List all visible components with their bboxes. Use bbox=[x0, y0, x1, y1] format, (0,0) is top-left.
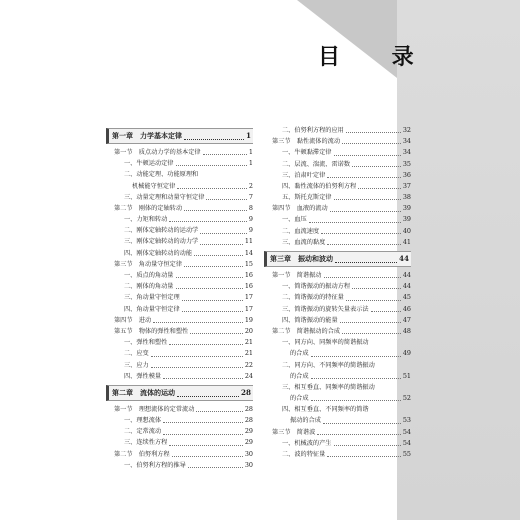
toc-page-number: 55 bbox=[402, 450, 411, 459]
toc-leader-dots bbox=[334, 199, 401, 200]
toc-page-number: 29 bbox=[244, 438, 253, 447]
toc-entry-label: 二、层流、湍流、雷诺数 bbox=[282, 160, 351, 168]
toc-leader-dots bbox=[200, 233, 247, 234]
toc-page-number: 1 bbox=[248, 159, 253, 168]
toc-page-number: 41 bbox=[402, 237, 411, 246]
toc-entry-item[interactable] bbox=[106, 192, 253, 203]
toc-entry-label: 一、血压 bbox=[282, 216, 307, 224]
toc-page-number: 28 bbox=[244, 416, 253, 425]
toc-entry-label: 的合成 bbox=[290, 395, 309, 403]
toc-page-number: 44 bbox=[402, 282, 411, 291]
toc-entry-cont[interactable] bbox=[264, 416, 411, 427]
toc-page-number: 17 bbox=[244, 304, 253, 313]
toc-leader-dots bbox=[311, 378, 401, 379]
toc-page-number: 52 bbox=[402, 394, 411, 403]
toc-entry-cont[interactable] bbox=[264, 371, 411, 382]
toc-page-number: 1 bbox=[245, 131, 251, 140]
toc-page-number: 7 bbox=[248, 192, 253, 201]
toc-entry-item[interactable] bbox=[264, 382, 411, 393]
toc-entry-label: 二、简谐振动的特征量 bbox=[282, 294, 344, 302]
toc-entry-label: 一、牛顿运动定律 bbox=[124, 160, 174, 168]
toc-leader-dots bbox=[334, 445, 401, 446]
toc-leader-dots bbox=[153, 322, 243, 323]
toc-entry-label: 一、伯努利方程的推导 bbox=[124, 461, 186, 469]
toc-entry-label: 三、动量定理和动量守恒定律 bbox=[124, 193, 205, 201]
toc-entry-label: 一、质点的角动量 bbox=[124, 272, 174, 280]
toc-page-number: 16 bbox=[244, 282, 253, 291]
toc-entry-label: 四、简谐振动的能量 bbox=[282, 316, 338, 324]
toc-leader-dots bbox=[200, 244, 243, 245]
toc-entry-item[interactable] bbox=[264, 170, 411, 181]
toc-leader-dots bbox=[206, 199, 246, 200]
toc-page-number: 15 bbox=[244, 259, 253, 268]
toc-page-number: 36 bbox=[402, 170, 411, 179]
toc-entry-item[interactable] bbox=[264, 438, 411, 449]
toc-leader-dots bbox=[342, 143, 401, 144]
toc-entry-label: 三、简谐振动的旋转矢量表示法 bbox=[282, 305, 369, 313]
toc-leader-dots bbox=[352, 166, 401, 167]
toc-entry-label: 的合成 bbox=[290, 372, 309, 380]
toc-entry-section[interactable] bbox=[264, 203, 411, 214]
toc-page-number: 30 bbox=[244, 449, 253, 458]
toc-page-number: 28 bbox=[240, 387, 251, 397]
toc-entry-label: 一、同方向、同频率的简谐振动 bbox=[282, 339, 369, 347]
toc-leader-dots bbox=[371, 311, 401, 312]
side-decor-strip bbox=[397, 0, 520, 520]
toc-entry-label: 第三节 简谐波 bbox=[272, 428, 316, 436]
toc-entry-label: 四、角动量守恒定律 bbox=[124, 305, 180, 313]
toc-entry-section[interactable] bbox=[106, 147, 253, 158]
toc-entry-section[interactable] bbox=[106, 326, 253, 337]
toc-page-number: 21 bbox=[244, 338, 253, 347]
toc-leader-dots bbox=[311, 356, 401, 357]
toc-page-number: 29 bbox=[244, 427, 253, 436]
toc-page-number: 14 bbox=[244, 248, 253, 257]
toc-leader-dots bbox=[317, 434, 401, 435]
toc-entry-label: 一、力矩和转动 bbox=[124, 216, 168, 224]
toc-page-number: 30 bbox=[244, 460, 253, 469]
toc-leader-dots bbox=[327, 456, 401, 457]
toc-entry-item[interactable] bbox=[264, 181, 411, 192]
toc-entry-item[interactable] bbox=[264, 449, 411, 460]
toc-entry-label: 第三节 角动量守恒定律 bbox=[114, 260, 183, 268]
toc-entry-item[interactable] bbox=[106, 292, 253, 303]
toc-entry-cont[interactable] bbox=[264, 348, 411, 359]
toc-leader-dots bbox=[163, 378, 243, 379]
toc-leader-dots bbox=[169, 445, 243, 446]
toc-leader-dots bbox=[176, 165, 247, 166]
toc-entry-label: 第三节 黏性流体的流动 bbox=[272, 138, 341, 146]
toc-leader-dots bbox=[176, 288, 243, 289]
toc-entry-label: 第二节 刚体的定轴转动 bbox=[114, 204, 183, 212]
toc-entry-label: 第四节 血液的流动 bbox=[272, 205, 328, 213]
toc-page-number: 39 bbox=[402, 204, 411, 213]
toc-entry-item[interactable] bbox=[106, 281, 253, 292]
toc-entry-section[interactable] bbox=[264, 136, 411, 147]
toc-entry-label: 第一节 质点动力学的基本定律 bbox=[114, 148, 201, 156]
toc-leader-dots bbox=[342, 333, 401, 334]
toc-page-number: 28 bbox=[244, 404, 253, 413]
toc-entry-item[interactable] bbox=[106, 415, 253, 426]
toc-entry-label: 第一节 理想流体的定常流动 bbox=[114, 405, 195, 413]
toc-entry-item[interactable] bbox=[264, 125, 411, 136]
toc-entry-label: 第一章 力学基本定律 bbox=[112, 132, 182, 140]
toc-entry-item[interactable] bbox=[264, 337, 411, 348]
toc-page-number: 11 bbox=[244, 237, 253, 246]
toc-entry-label: 三、连续性方程 bbox=[124, 439, 168, 447]
toc-page-number: 47 bbox=[402, 315, 411, 324]
toc-entry-label: 二、波的特征量 bbox=[282, 451, 326, 459]
toc-entry-label: 振动的合成 bbox=[290, 417, 321, 425]
toc-page-number: 46 bbox=[402, 304, 411, 313]
toc-entry-cont[interactable] bbox=[106, 181, 253, 192]
toc-entry-item[interactable] bbox=[264, 360, 411, 371]
toc-leader-dots bbox=[184, 139, 244, 140]
toc-page-number: 19 bbox=[244, 315, 253, 324]
toc-leader-dots bbox=[196, 411, 242, 412]
toc-leader-dots bbox=[194, 255, 243, 256]
toc-entry-item[interactable] bbox=[264, 281, 411, 292]
toc-entry-label: 二、定常流动 bbox=[124, 428, 162, 436]
toc-column-right bbox=[264, 125, 411, 460]
toc-entry-item[interactable] bbox=[106, 225, 253, 236]
toc-entry-label: 三、相互垂直、同频率的简谐振动 bbox=[282, 383, 375, 391]
toc-leader-dots bbox=[190, 333, 243, 334]
toc-leader-dots bbox=[203, 154, 247, 155]
toc-entry-section[interactable] bbox=[106, 259, 253, 270]
toc-leader-dots bbox=[172, 456, 243, 457]
toc-leader-dots bbox=[188, 467, 243, 468]
toc-page-number: 17 bbox=[244, 293, 253, 302]
toc-entry-label: 第二节 伯努利方程 bbox=[114, 450, 170, 458]
toc-entry-label: 第一节 简谐振动 bbox=[272, 272, 322, 280]
toc-entry-label: 二、血流速度 bbox=[282, 227, 320, 235]
toc-entry-item[interactable] bbox=[106, 237, 253, 248]
toc-leader-dots bbox=[182, 311, 243, 312]
toc-entry-item[interactable] bbox=[106, 248, 253, 259]
toc-leader-dots bbox=[324, 277, 401, 278]
toc-entry-item[interactable] bbox=[264, 304, 411, 315]
toc-leader-dots bbox=[346, 300, 401, 301]
toc-page-number: 22 bbox=[244, 360, 253, 369]
toc-page-number: 24 bbox=[244, 371, 253, 380]
toc-entry-item[interactable] bbox=[106, 371, 253, 382]
toc-page-number: 32 bbox=[402, 125, 411, 134]
toc-entry-item[interactable] bbox=[106, 460, 253, 471]
toc-entry-label: 的合成 bbox=[290, 350, 309, 358]
toc-page-number: 54 bbox=[402, 427, 411, 436]
toc-entry-label: 三、刚体定轴转动的动力学 bbox=[124, 238, 199, 246]
toc-column-left bbox=[106, 125, 253, 471]
toc-leader-dots bbox=[169, 221, 247, 222]
toc-entry-label: 第四节 进动 bbox=[114, 316, 152, 324]
toc-entry-label: 三、泊肃叶定律 bbox=[282, 171, 326, 179]
toc-entry-item[interactable] bbox=[264, 215, 411, 226]
toc-entry-item[interactable] bbox=[106, 337, 253, 348]
toc-entry-label: 一、机械波的产生 bbox=[282, 439, 332, 447]
toc-page-number: 34 bbox=[402, 137, 411, 146]
page-title: 目 录 bbox=[318, 45, 436, 70]
toc-page-number: 49 bbox=[402, 349, 411, 358]
toc-page-number: 38 bbox=[402, 193, 411, 202]
toc-entry-label: 四、黏性流体的伯努利方程 bbox=[282, 182, 357, 190]
toc-page-number: 20 bbox=[244, 326, 253, 335]
toc-entry-cont[interactable] bbox=[264, 393, 411, 404]
toc-entry-item[interactable] bbox=[264, 226, 411, 237]
toc-entry-section[interactable] bbox=[264, 270, 411, 281]
toc-entry-label: 二、动能定理、功能原理和 bbox=[124, 171, 199, 179]
toc-leader-dots bbox=[177, 396, 239, 397]
toc-entry-item[interactable] bbox=[106, 158, 253, 169]
toc-leader-dots bbox=[335, 262, 397, 263]
toc-entry-item[interactable] bbox=[264, 292, 411, 303]
toc-entry-label: 第二节 简谐振动的合成 bbox=[272, 327, 341, 335]
toc-leader-dots bbox=[327, 244, 401, 245]
toc-entry-item[interactable] bbox=[106, 360, 253, 371]
toc-entry-label: 一、简谐振动的振动方程 bbox=[282, 283, 351, 291]
toc-leader-dots bbox=[358, 188, 401, 189]
toc-entry-label: 一、理想流体 bbox=[124, 417, 162, 425]
toc-entry-item[interactable] bbox=[264, 404, 411, 415]
toc-page-number: 37 bbox=[402, 181, 411, 190]
toc-page-number: 16 bbox=[244, 271, 253, 280]
toc-entry-label: 三、应力 bbox=[124, 361, 149, 369]
toc-page-number: 35 bbox=[402, 159, 411, 168]
toc-entry-item[interactable] bbox=[106, 214, 253, 225]
toc-page-number: 1 bbox=[248, 147, 253, 156]
toc-page-number: 53 bbox=[402, 416, 411, 425]
toc-entry-label: 五、斯托克斯定律 bbox=[282, 194, 332, 202]
toc-leader-dots bbox=[163, 434, 243, 435]
toc-entry-label: 三、角动量守恒定理 bbox=[124, 294, 180, 302]
toc-entry-label: 二、同方向、不同频率的简谐振动 bbox=[282, 361, 375, 369]
toc-entry-section[interactable] bbox=[106, 315, 253, 326]
toc-entry-label: 第三章 振动和波动 bbox=[270, 255, 333, 264]
toc-leader-dots bbox=[182, 300, 243, 301]
toc-entry-item[interactable] bbox=[106, 304, 253, 315]
toc-leader-dots bbox=[177, 188, 247, 189]
toc-entry-item[interactable] bbox=[106, 348, 253, 359]
toc-page-number: 9 bbox=[248, 226, 253, 235]
toc-leader-dots bbox=[311, 400, 401, 401]
toc-leader-dots bbox=[184, 266, 243, 267]
toc-entry-label: 一、弹性和塑性 bbox=[124, 339, 168, 347]
toc-entry-label: 第五节 物体的弹性和塑性 bbox=[114, 327, 189, 335]
toc-page-number: 54 bbox=[402, 438, 411, 447]
toc-entry-item[interactable] bbox=[264, 159, 411, 170]
toc-leader-dots bbox=[184, 210, 247, 211]
toc-page-number: 40 bbox=[402, 226, 411, 235]
toc-page-number: 2 bbox=[248, 181, 253, 190]
toc-entry-label: 四、相互垂直、不同频率的简谐 bbox=[282, 406, 369, 414]
toc-page-number: 9 bbox=[248, 215, 253, 224]
toc-entry-label: 二、刚体的角动量 bbox=[124, 283, 174, 291]
toc-leader-dots bbox=[346, 132, 401, 133]
toc-entry-item[interactable] bbox=[106, 438, 253, 449]
toc-page-number: 39 bbox=[402, 215, 411, 224]
toc-page-number: 21 bbox=[244, 349, 253, 358]
toc-entry-section[interactable] bbox=[106, 449, 253, 460]
toc-entry-section[interactable] bbox=[106, 404, 253, 415]
toc-page-number: 34 bbox=[402, 148, 411, 157]
toc-leader-dots bbox=[163, 422, 243, 423]
toc-entry-label: 三、血流的黏度 bbox=[282, 238, 326, 246]
toc-entry-item[interactable] bbox=[106, 426, 253, 437]
toc-entry-chapter[interactable] bbox=[264, 251, 411, 267]
toc-entry-item[interactable] bbox=[106, 270, 253, 281]
toc-page-number: 48 bbox=[402, 326, 411, 335]
toc-page-number: 45 bbox=[402, 293, 411, 302]
toc-entry-item[interactable] bbox=[264, 147, 411, 158]
toc-leader-dots bbox=[169, 344, 243, 345]
toc-leader-dots bbox=[334, 155, 401, 156]
toc-entry-section[interactable] bbox=[264, 427, 411, 438]
toc-entry-label: 四、弹性模量 bbox=[124, 372, 162, 380]
toc-leader-dots bbox=[327, 177, 401, 178]
toc-entry-label: 二、刚体定轴转动的运动学 bbox=[124, 227, 199, 235]
toc-entry-chapter[interactable] bbox=[106, 385, 253, 401]
toc-leader-dots bbox=[321, 233, 401, 234]
toc-entry-label: 第二章 流体的运动 bbox=[112, 388, 175, 397]
toc-entry-item[interactable] bbox=[264, 192, 411, 203]
toc-leader-dots bbox=[330, 211, 401, 212]
toc-entry-label: 四、刚体定轴转动的动能 bbox=[124, 249, 193, 257]
toc-leader-dots bbox=[176, 277, 243, 278]
toc-entry-section[interactable] bbox=[264, 326, 411, 337]
toc-leader-dots bbox=[340, 322, 401, 323]
toc-entry-item[interactable] bbox=[264, 315, 411, 326]
toc-entry-label: 一、牛顿黏滞定律 bbox=[282, 149, 332, 157]
toc-page-number: 44 bbox=[398, 254, 409, 264]
toc-page-number: 8 bbox=[248, 203, 253, 212]
toc-leader-dots bbox=[323, 423, 401, 424]
toc-page-number: 51 bbox=[402, 371, 411, 380]
toc-leader-dots bbox=[352, 288, 401, 289]
toc-page-number: 44 bbox=[402, 271, 411, 280]
toc-entry-label: 机械能守恒定律 bbox=[132, 182, 176, 190]
toc-entry-label: 二、应变 bbox=[124, 350, 149, 358]
toc-leader-dots bbox=[151, 367, 243, 368]
toc-entry-label: 二、伯努利方程的应用 bbox=[282, 126, 344, 134]
toc-entry-section[interactable] bbox=[106, 203, 253, 214]
toc-entry-item[interactable] bbox=[264, 237, 411, 248]
toc-entry-chapter[interactable] bbox=[106, 128, 253, 144]
toc-leader-dots bbox=[309, 222, 401, 223]
toc-entry-item[interactable] bbox=[106, 169, 253, 180]
toc-leader-dots bbox=[151, 356, 243, 357]
